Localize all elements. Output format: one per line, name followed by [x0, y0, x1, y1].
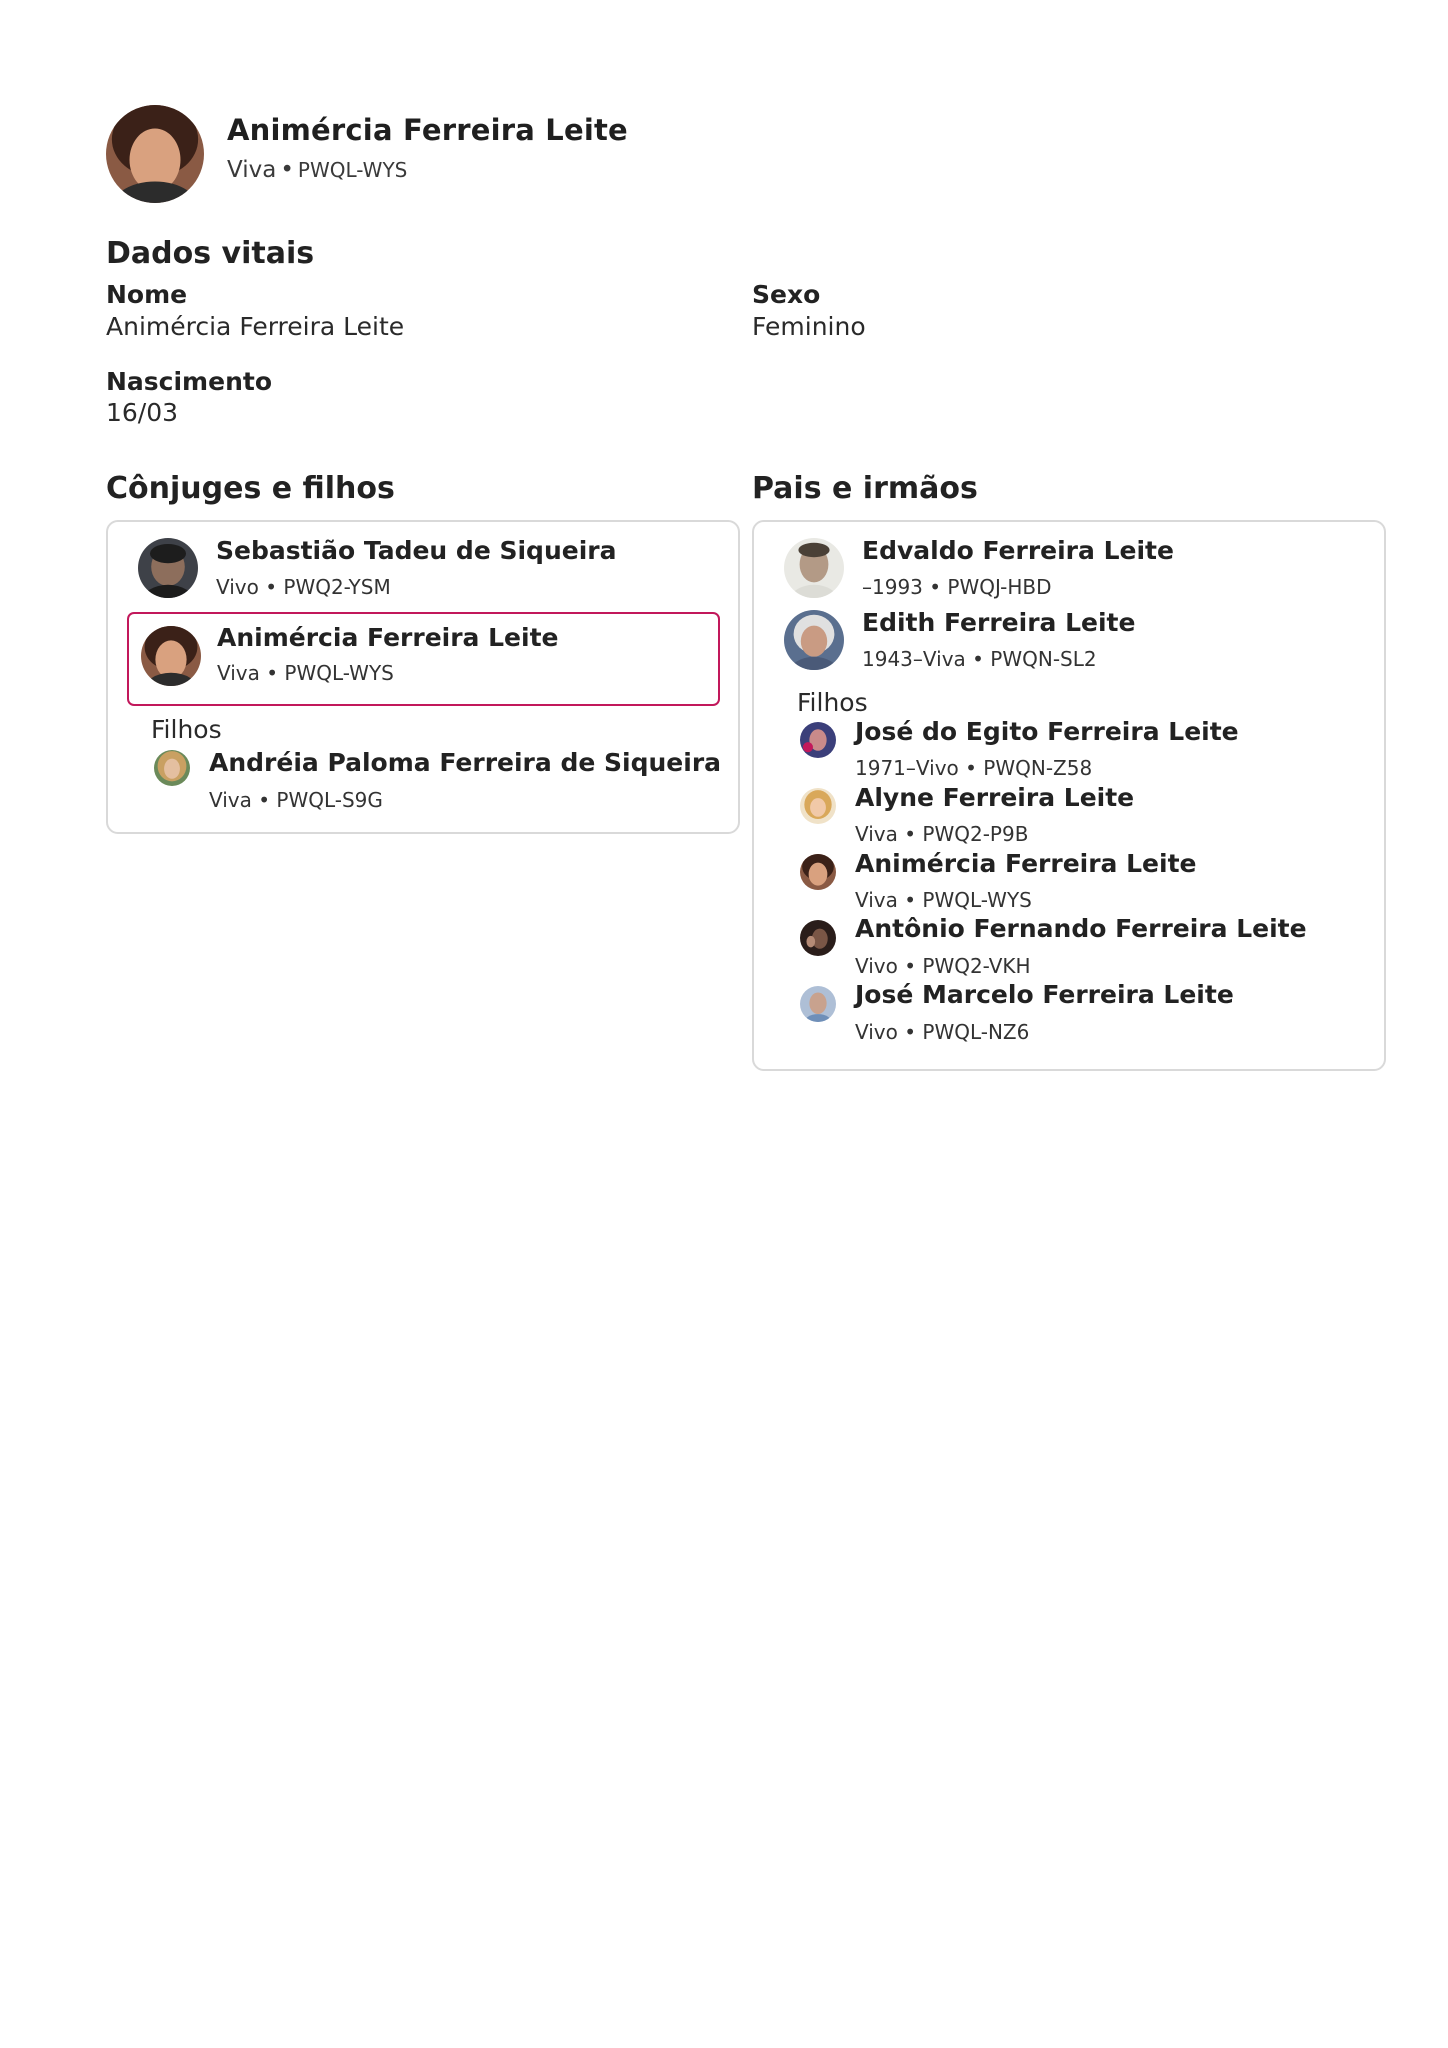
sibling-meta: Viva • PWQL-WYS	[855, 888, 1032, 912]
separator: •	[280, 157, 294, 183]
current-person-highlight[interactable]	[127, 612, 720, 706]
sibling-meta: 1971–Vivo • PWQN-Z58	[855, 756, 1093, 780]
sibling-name[interactable]: Animércia Ferreira Leite	[855, 849, 1197, 878]
profile-status: Viva	[227, 157, 277, 183]
person-photo-icon	[800, 722, 836, 758]
sex-value: Feminino	[752, 312, 866, 341]
self-avatar	[141, 626, 201, 686]
children-label: Filhos	[151, 715, 222, 744]
sibling-meta: Vivo • PWQL-NZ6	[855, 1020, 1030, 1044]
person-photo-icon	[784, 538, 844, 598]
spouses-children-title: Cônjuges e filhos	[106, 471, 395, 506]
sibling-avatar[interactable]	[800, 722, 836, 758]
mother-meta: 1943–Viva • PWQN-SL2	[862, 647, 1097, 671]
spouse-name[interactable]: Sebastião Tadeu de Siqueira	[216, 536, 617, 565]
child-avatar[interactable]	[154, 750, 190, 786]
name-value: Animércia Ferreira Leite	[106, 312, 405, 341]
siblings-label: Filhos	[797, 688, 868, 717]
father-name[interactable]: Edvaldo Ferreira Leite	[862, 536, 1174, 565]
self-name: Animércia Ferreira Leite	[217, 623, 559, 652]
child-name[interactable]: Andréia Paloma Ferreira de Siqueira	[209, 748, 722, 777]
birth-value: 16/03	[106, 398, 179, 427]
father-meta: –1993 • PWQJ-HBD	[862, 575, 1052, 599]
header-avatar	[106, 105, 204, 203]
sibling-name[interactable]: Alyne Ferreira Leite	[855, 783, 1135, 812]
person-photo-icon	[154, 750, 190, 786]
parents-siblings-card	[752, 520, 1386, 1071]
person-photo-icon	[138, 538, 198, 598]
parents-siblings-title: Pais e irmãos	[752, 471, 978, 506]
birth-label: Nascimento	[106, 367, 272, 396]
mother-name[interactable]: Edith Ferreira Leite	[862, 608, 1136, 637]
sex-label: Sexo	[752, 280, 821, 309]
sibling-avatar[interactable]	[800, 986, 836, 1022]
person-photo-icon	[800, 986, 836, 1022]
spouse-avatar[interactable]	[138, 538, 198, 598]
person-photo-icon	[800, 788, 836, 824]
spouse-meta: Vivo • PWQ2-YSM	[216, 575, 391, 599]
sibling-avatar[interactable]	[800, 920, 836, 956]
spouses-children-card	[106, 520, 740, 834]
person-photo-icon	[784, 610, 844, 670]
child-meta: Viva • PWQL-S9G	[209, 788, 383, 812]
sibling-meta: Viva • PWQ2-P9B	[855, 822, 1029, 846]
person-photo-icon	[800, 920, 836, 956]
person-photo-icon	[141, 626, 201, 686]
sibling-avatar[interactable]	[800, 788, 836, 824]
sibling-avatar[interactable]	[800, 854, 836, 890]
sibling-name[interactable]: José Marcelo Ferreira Leite	[855, 980, 1234, 1009]
sibling-name[interactable]: José do Egito Ferreira Leite	[855, 717, 1239, 746]
father-avatar[interactable]	[784, 538, 844, 598]
vitals-title: Dados vitais	[106, 236, 315, 271]
person-photo-icon	[106, 105, 204, 203]
profile-id: PWQL-WYS	[297, 158, 408, 182]
self-meta: Viva • PWQL-WYS	[217, 661, 394, 685]
mother-avatar[interactable]	[784, 610, 844, 670]
sibling-name[interactable]: Antônio Fernando Ferreira Leite	[855, 914, 1307, 943]
profile-name: Animércia Ferreira Leite	[227, 113, 628, 147]
profile-status-line	[227, 157, 407, 183]
person-photo-icon	[800, 854, 836, 890]
sibling-meta: Vivo • PWQ2-VKH	[855, 954, 1031, 978]
name-label: Nome	[106, 280, 188, 309]
